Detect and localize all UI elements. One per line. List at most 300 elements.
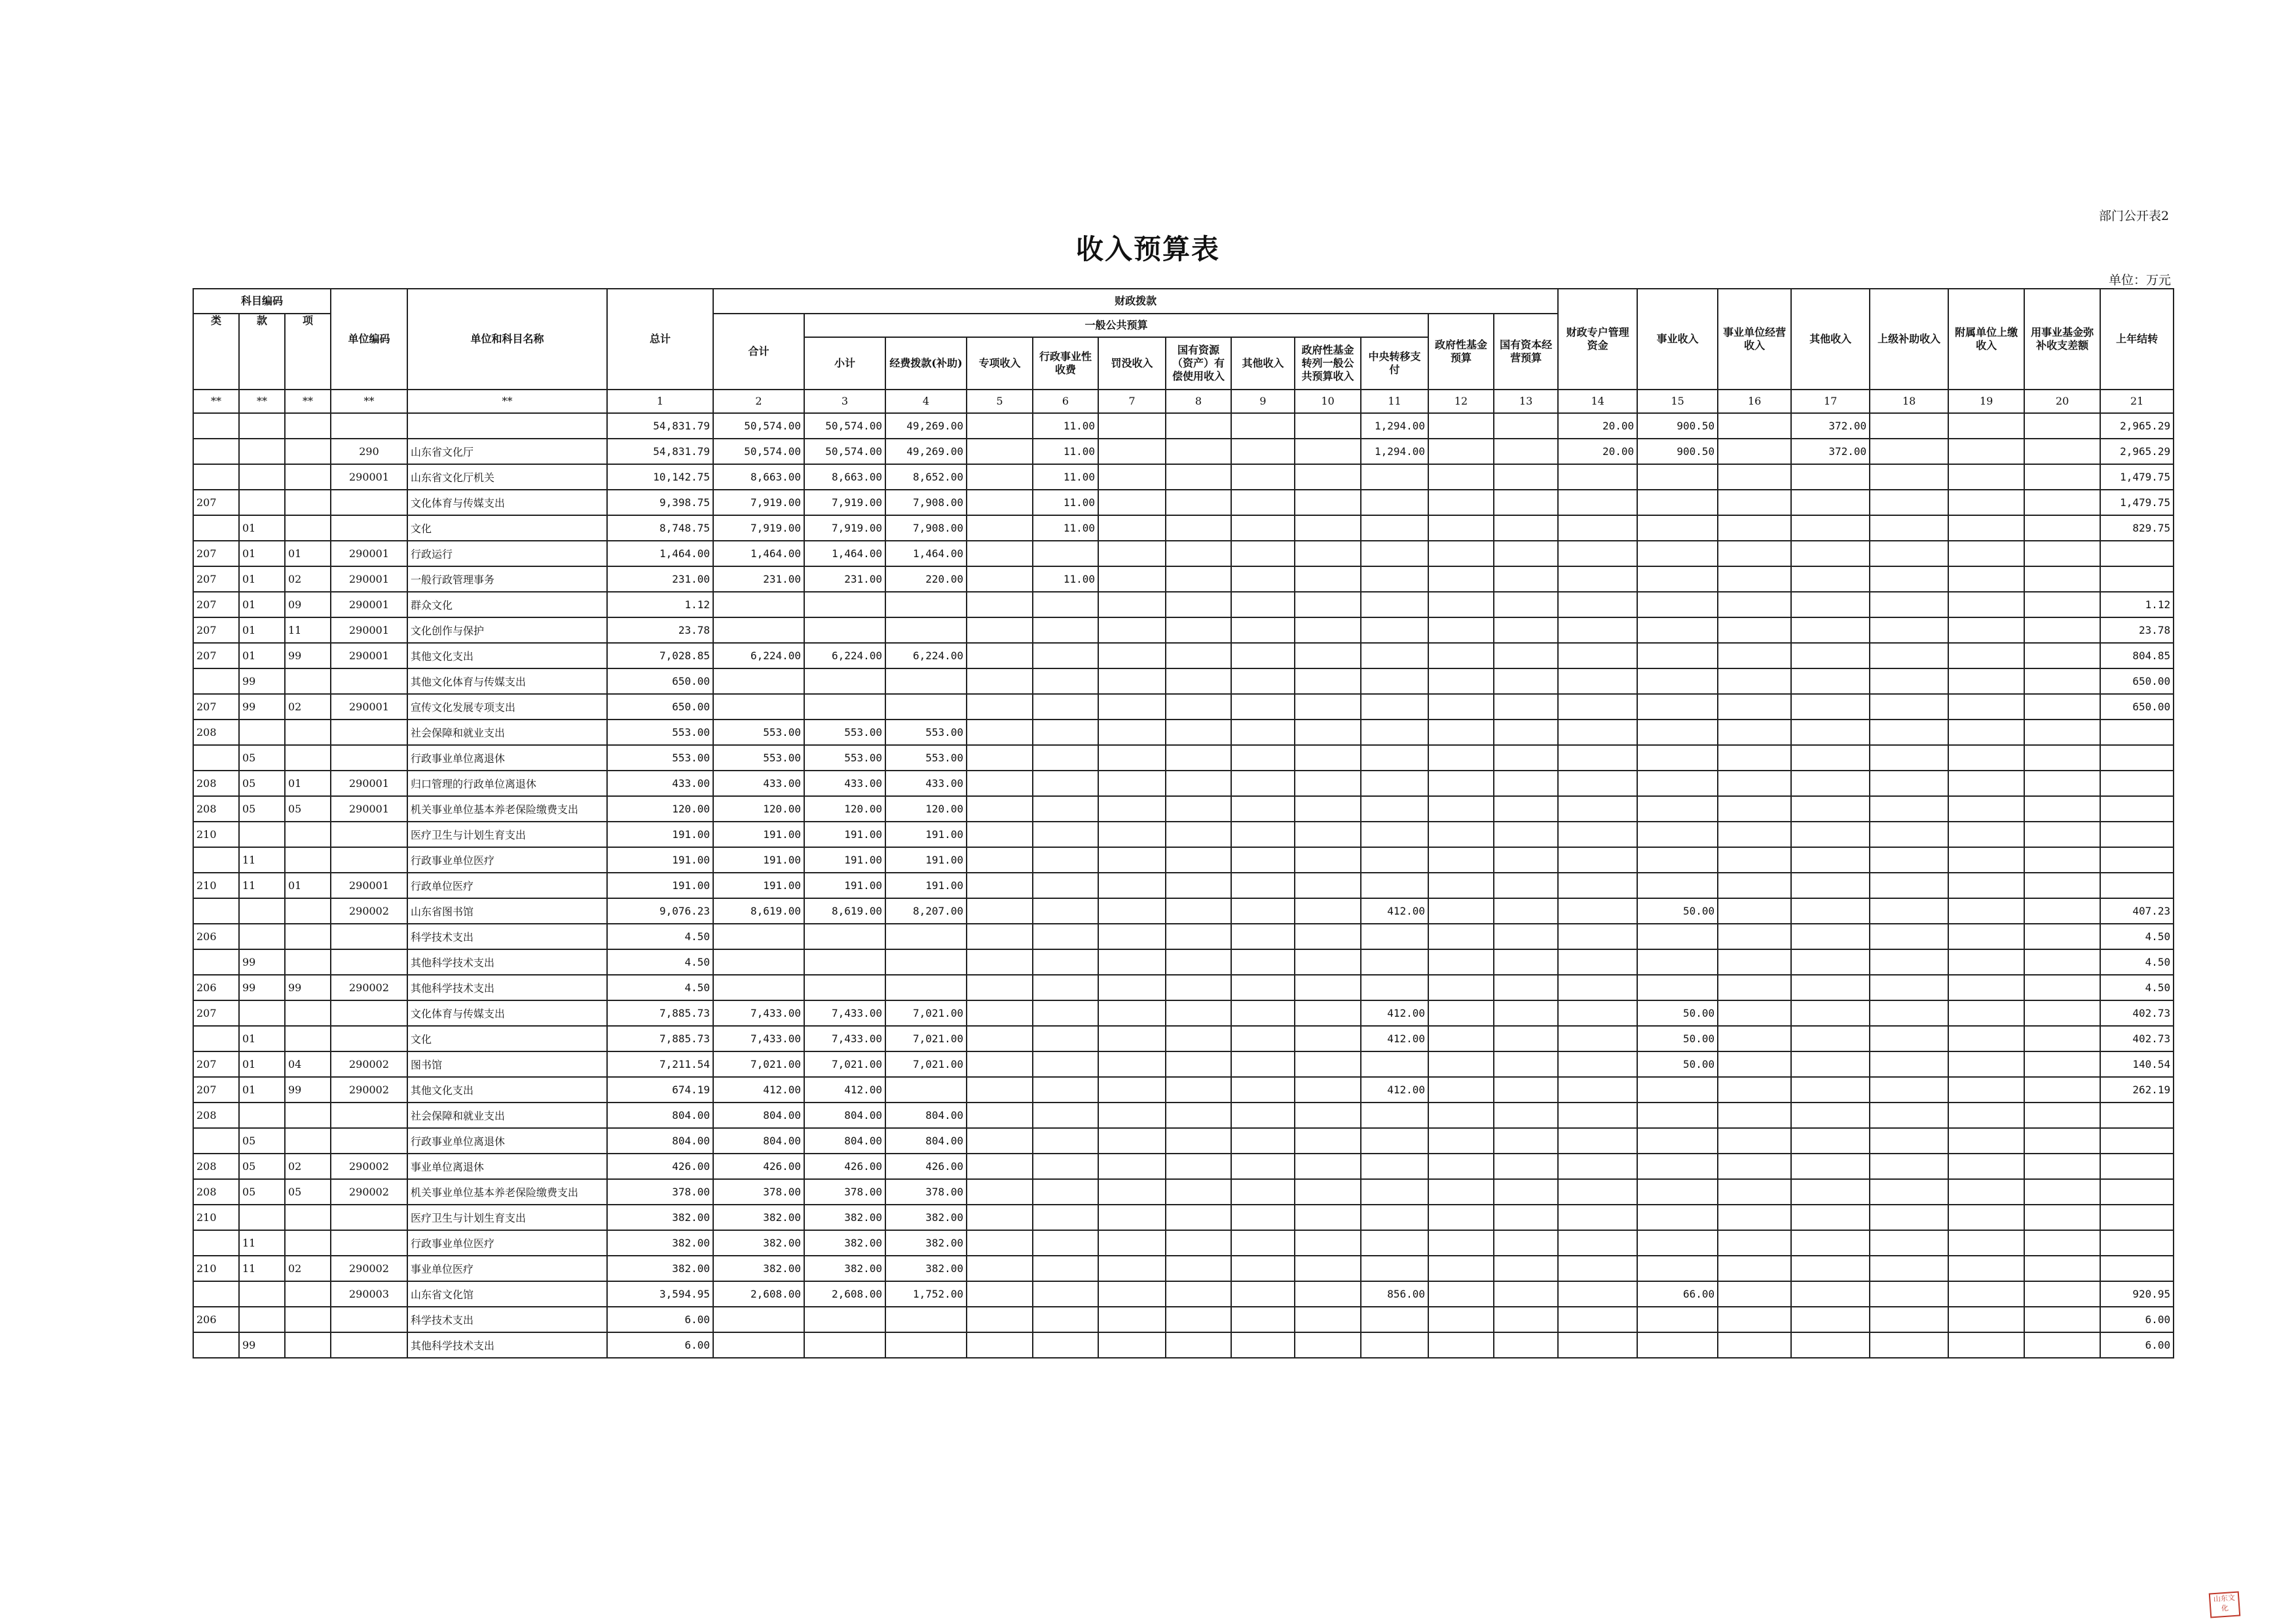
amount-cell (1231, 413, 1295, 439)
amount-cell (1494, 566, 1558, 592)
amount-cell: 412.00 (1361, 898, 1428, 924)
amount-cell: 553.00 (804, 745, 885, 771)
amount-cell: 2,608.00 (804, 1281, 885, 1307)
table-row (193, 949, 2174, 975)
kuan-cell (239, 898, 285, 924)
amount-cell (967, 694, 1033, 720)
kuan-cell: 11 (239, 1256, 285, 1281)
amount-cell: 11.00 (1033, 515, 1098, 541)
amount-cell (1948, 898, 2024, 924)
xiang-cell (285, 439, 331, 464)
amount-cell (1718, 1026, 1791, 1051)
table-row (193, 720, 2174, 745)
header-total: 总计 (607, 289, 713, 390)
amount-cell (1494, 1000, 1558, 1026)
col-number: 5 (967, 390, 1033, 413)
col-number: 11 (1361, 390, 1428, 413)
name-cell: 群众文化 (407, 592, 607, 617)
amount-cell (1166, 1103, 1231, 1128)
amount-cell (713, 668, 804, 694)
table-row (193, 1000, 2174, 1026)
amount-cell (1718, 1000, 1791, 1026)
amount-cell (1098, 1332, 1166, 1358)
amount-cell (1428, 643, 1494, 668)
amount-cell (1494, 541, 1558, 566)
amount-cell (1791, 1281, 1870, 1307)
amount-cell (1428, 1332, 1494, 1358)
xiang-cell: 05 (285, 796, 331, 822)
amount-cell (1295, 924, 1361, 949)
amount-cell (1166, 1256, 1231, 1281)
amount-cell (1428, 1000, 1494, 1026)
amount-cell (1295, 566, 1361, 592)
amount-cell (1870, 617, 1948, 643)
amount-cell (1098, 490, 1166, 515)
amount-cell (1428, 975, 1494, 1000)
xiang-cell (285, 822, 331, 847)
amount-cell: 2,965.29 (2100, 439, 2174, 464)
amount-cell (1033, 949, 1098, 975)
kuan-cell (239, 490, 285, 515)
lei-cell: 207 (193, 617, 239, 643)
amount-cell (1558, 898, 1637, 924)
unit-code-cell (331, 668, 407, 694)
xiang-cell: 02 (285, 694, 331, 720)
amount-cell (1637, 515, 1718, 541)
amount-cell (1098, 617, 1166, 643)
amount-cell: 553.00 (885, 720, 967, 745)
amount-cell (1231, 1026, 1295, 1051)
amount-cell (1791, 898, 1870, 924)
amount-cell (1870, 847, 1948, 873)
amount-cell (1033, 720, 1098, 745)
amount-cell (1558, 1179, 1637, 1205)
amount-cell (1033, 924, 1098, 949)
amount-cell: 7,433.00 (713, 1000, 804, 1026)
amount-cell (1231, 1256, 1295, 1281)
amount-cell (1428, 490, 1494, 515)
col-number: 2 (713, 390, 804, 413)
amount-cell (2024, 847, 2100, 873)
amount-cell: 191.00 (713, 822, 804, 847)
amount-cell (1718, 873, 1791, 898)
amount-cell (1558, 1026, 1637, 1051)
amount-cell (1948, 1205, 2024, 1230)
amount-cell (1637, 924, 1718, 949)
amount-cell (1558, 949, 1637, 975)
amount-cell (804, 1307, 885, 1332)
col-number: 21 (2100, 390, 2174, 413)
amount-cell: 378.00 (607, 1179, 713, 1205)
amount-cell (1361, 771, 1428, 796)
amount-cell: 8,663.00 (804, 464, 885, 490)
amount-cell: 191.00 (804, 822, 885, 847)
amount-cell (1361, 490, 1428, 515)
amount-cell (1033, 694, 1098, 720)
kuan-cell: 01 (239, 1026, 285, 1051)
table-row (193, 924, 2174, 949)
amount-cell (1718, 694, 1791, 720)
seal-stamp: 山东文化 (2209, 1591, 2241, 1618)
amount-cell: 382.00 (607, 1256, 713, 1281)
amount-cell (1098, 464, 1166, 490)
amount-cell (1098, 592, 1166, 617)
amount-cell (1295, 643, 1361, 668)
amount-cell (1718, 1051, 1791, 1077)
amount-cell (967, 413, 1033, 439)
amount-cell (1558, 1332, 1637, 1358)
amount-cell: 49,269.00 (885, 413, 967, 439)
kuan-cell (239, 720, 285, 745)
unit-code-cell (331, 1332, 407, 1358)
amount-cell (967, 1051, 1033, 1077)
amount-cell (967, 541, 1033, 566)
amount-cell (1295, 694, 1361, 720)
amount-cell (1637, 1230, 1718, 1256)
amount-cell (1166, 1154, 1231, 1179)
amount-cell: 231.00 (804, 566, 885, 592)
unit-code-cell (331, 1230, 407, 1256)
amount-cell (1295, 413, 1361, 439)
amount-cell (1033, 822, 1098, 847)
amount-cell (2100, 566, 2174, 592)
amount-cell (1948, 1230, 2024, 1256)
amount-cell: 382.00 (607, 1205, 713, 1230)
amount-cell: 382.00 (713, 1230, 804, 1256)
amount-cell (1791, 668, 1870, 694)
kuan-cell (239, 822, 285, 847)
amount-cell (1791, 796, 1870, 822)
amount-cell: 1,464.00 (885, 541, 967, 566)
amount-cell: 1,479.75 (2100, 490, 2174, 515)
col-number: 18 (1870, 390, 1948, 413)
amount-cell (1494, 490, 1558, 515)
amount-cell: 1.12 (2100, 592, 2174, 617)
amount-cell: 8,748.75 (607, 515, 713, 541)
amount-cell: 3,594.95 (607, 1281, 713, 1307)
amount-cell (2024, 796, 2100, 822)
amount-cell (1558, 643, 1637, 668)
amount-cell (1870, 924, 1948, 949)
name-cell: 归口管理的行政单位离退休 (407, 771, 607, 796)
amount-cell: 804.00 (607, 1103, 713, 1128)
amount-cell: 1,464.00 (607, 541, 713, 566)
amount-cell (1718, 592, 1791, 617)
lei-cell (193, 949, 239, 975)
amount-cell: 804.00 (713, 1128, 804, 1154)
header-xiaoji: 小计 (804, 337, 885, 390)
amount-cell (1231, 949, 1295, 975)
amount-cell (2100, 745, 2174, 771)
name-cell: 文化 (407, 1026, 607, 1051)
header-famo: 罚没收入 (1098, 337, 1166, 390)
xiang-cell: 99 (285, 975, 331, 1000)
amount-cell (1791, 464, 1870, 490)
amount-cell (1098, 643, 1166, 668)
amount-cell (1494, 1332, 1558, 1358)
unit-label: 单位：万元 (2109, 273, 2172, 287)
amount-cell (2024, 490, 2100, 515)
amount-cell: 191.00 (713, 873, 804, 898)
lei-cell: 207 (193, 1000, 239, 1026)
amount-cell (967, 566, 1033, 592)
amount-cell (1361, 975, 1428, 1000)
kuan-cell (239, 1103, 285, 1128)
xiang-cell (285, 1307, 331, 1332)
amount-cell: 6.00 (607, 1307, 713, 1332)
name-cell: 事业单位离退休 (407, 1154, 607, 1179)
amount-cell (1558, 617, 1637, 643)
amount-cell (967, 1077, 1033, 1103)
amount-cell (1098, 1103, 1166, 1128)
amount-cell (1361, 617, 1428, 643)
amount-cell (1948, 1154, 2024, 1179)
unit-code-cell: 290001 (331, 464, 407, 490)
header-shiye: 事业收入 (1637, 289, 1718, 390)
unit-code-cell (331, 413, 407, 439)
amount-cell (2024, 720, 2100, 745)
amount-cell (1361, 515, 1428, 541)
amount-cell (1231, 1000, 1295, 1026)
amount-cell (1791, 873, 1870, 898)
unit-code-cell: 290 (331, 439, 407, 464)
amount-cell: 433.00 (804, 771, 885, 796)
amount-cell (1637, 1332, 1718, 1358)
amount-cell (1494, 1281, 1558, 1307)
amount-cell (1295, 1230, 1361, 1256)
lei-cell (193, 847, 239, 873)
lei-cell (193, 439, 239, 464)
amount-cell (1166, 771, 1231, 796)
amount-cell (1948, 822, 2024, 847)
amount-cell (1361, 541, 1428, 566)
name-cell: 机关事业单位基本养老保险缴费支出 (407, 1179, 607, 1205)
amount-cell (1166, 975, 1231, 1000)
amount-cell (1558, 694, 1637, 720)
name-cell: 事业单位医疗 (407, 1256, 607, 1281)
amount-cell: 191.00 (804, 847, 885, 873)
amount-cell (2024, 924, 2100, 949)
amount-cell: 804.00 (885, 1128, 967, 1154)
amount-cell (1718, 949, 1791, 975)
amount-cell (885, 1307, 967, 1332)
table-row (193, 439, 2174, 464)
amount-cell (1870, 796, 1948, 822)
amount-cell (1361, 1230, 1428, 1256)
name-cell: 科学技术支出 (407, 924, 607, 949)
amount-cell (1231, 1332, 1295, 1358)
kuan-cell: 05 (239, 745, 285, 771)
header-zhuanxiang: 专项收入 (967, 337, 1033, 390)
unit-code-cell: 290002 (331, 1256, 407, 1281)
header-kuan: 款 (239, 314, 285, 390)
unit-code-cell (331, 745, 407, 771)
amount-cell (1870, 720, 1948, 745)
amount-cell: 1.12 (607, 592, 713, 617)
amount-cell (1791, 1205, 1870, 1230)
amount-cell (1033, 1332, 1098, 1358)
lei-cell (193, 1230, 239, 1256)
table-row (193, 1307, 2174, 1332)
amount-cell (967, 847, 1033, 873)
amount-cell: 433.00 (713, 771, 804, 796)
amount-cell (1494, 720, 1558, 745)
amount-cell (1295, 720, 1361, 745)
lei-cell (193, 515, 239, 541)
amount-cell: 412.00 (804, 1077, 885, 1103)
amount-cell (1948, 464, 2024, 490)
amount-cell (1637, 847, 1718, 873)
amount-cell: 650.00 (2100, 694, 2174, 720)
amount-cell (1231, 1205, 1295, 1230)
amount-cell (1791, 515, 1870, 541)
amount-cell (1295, 515, 1361, 541)
amount-cell (713, 1307, 804, 1332)
amount-cell: 10,142.75 (607, 464, 713, 490)
amount-cell (1718, 1281, 1791, 1307)
amount-cell (2024, 1230, 2100, 1256)
amount-cell (1295, 745, 1361, 771)
amount-cell (1637, 975, 1718, 1000)
amount-cell (1791, 1230, 1870, 1256)
amount-cell (2024, 822, 2100, 847)
amount-cell: 7,021.00 (885, 1026, 967, 1051)
amount-cell: 804.85 (2100, 643, 2174, 668)
amount-cell (967, 1205, 1033, 1230)
amount-cell: 8,207.00 (885, 898, 967, 924)
amount-cell (1718, 515, 1791, 541)
amount-cell (1428, 822, 1494, 847)
amount-cell (1637, 1154, 1718, 1179)
amount-cell: 49,269.00 (885, 439, 967, 464)
amount-cell (1791, 490, 1870, 515)
amount-cell (1494, 668, 1558, 694)
amount-cell (1166, 1332, 1231, 1358)
amount-cell (1791, 822, 1870, 847)
xiang-cell (285, 1281, 331, 1307)
amount-cell (1295, 1077, 1361, 1103)
amount-cell (1558, 745, 1637, 771)
amount-cell (1637, 822, 1718, 847)
table-row (193, 1281, 2174, 1307)
amount-cell (1637, 1307, 1718, 1332)
amount-cell: 191.00 (607, 847, 713, 873)
kuan-cell: 99 (239, 975, 285, 1000)
col-number: 7 (1098, 390, 1166, 413)
amount-cell: 829.75 (2100, 515, 2174, 541)
amount-cell (1718, 617, 1791, 643)
amount-cell (1870, 1051, 1948, 1077)
unit-code-cell: 290001 (331, 771, 407, 796)
amount-cell (1870, 1256, 1948, 1281)
amount-cell (1558, 515, 1637, 541)
amount-cell (2024, 668, 2100, 694)
col-number: 10 (1295, 390, 1361, 413)
xiang-cell: 05 (285, 1179, 331, 1205)
amount-cell: 50,574.00 (713, 413, 804, 439)
unit-code-cell: 290001 (331, 592, 407, 617)
table-row (193, 592, 2174, 617)
col-number: 15 (1637, 390, 1718, 413)
amount-cell (1558, 1051, 1637, 1077)
amount-cell (1033, 1000, 1098, 1026)
amount-cell (2024, 1026, 2100, 1051)
amount-cell (1494, 847, 1558, 873)
amount-cell (1098, 1026, 1166, 1051)
amount-cell (1870, 1230, 1948, 1256)
name-cell: 机关事业单位基本养老保险缴费支出 (407, 796, 607, 822)
unit-code-cell: 290001 (331, 796, 407, 822)
amount-cell (1558, 796, 1637, 822)
table-row (193, 847, 2174, 873)
amount-cell (2024, 1154, 2100, 1179)
amount-cell (967, 643, 1033, 668)
amount-cell: 9,398.75 (607, 490, 713, 515)
header-shangji: 上级补助收入 (1870, 289, 1948, 390)
table-row (193, 643, 2174, 668)
amount-cell (1428, 566, 1494, 592)
amount-cell (1948, 745, 2024, 771)
amount-cell (1870, 413, 1948, 439)
amount-cell (1870, 1128, 1948, 1154)
table-row (193, 898, 2174, 924)
amount-cell (1428, 898, 1494, 924)
amount-cell (1295, 822, 1361, 847)
amount-cell (713, 949, 804, 975)
amount-cell (2024, 592, 2100, 617)
amount-cell (1428, 1281, 1494, 1307)
amount-cell (1166, 873, 1231, 898)
amount-cell (1558, 720, 1637, 745)
amount-cell (1428, 847, 1494, 873)
amount-cell (1791, 1077, 1870, 1103)
unit-code-cell: 290001 (331, 566, 407, 592)
amount-cell (1166, 617, 1231, 643)
amount-cell (2024, 1128, 2100, 1154)
amount-cell (1494, 898, 1558, 924)
amount-cell: 1,752.00 (885, 1281, 967, 1307)
amount-cell: 553.00 (885, 745, 967, 771)
amount-cell (1494, 771, 1558, 796)
amount-cell (967, 720, 1033, 745)
amount-cell (1494, 1051, 1558, 1077)
amount-cell (2024, 1000, 2100, 1026)
amount-cell: 553.00 (607, 720, 713, 745)
amount-cell (1428, 1230, 1494, 1256)
kuan-cell: 01 (239, 566, 285, 592)
income-budget-table (193, 288, 2174, 1359)
amount-cell (1637, 541, 1718, 566)
amount-cell (1295, 1256, 1361, 1281)
amount-cell (885, 617, 967, 643)
amount-cell (1558, 668, 1637, 694)
amount-cell (1361, 1205, 1428, 1230)
amount-cell (1098, 515, 1166, 541)
header-yong-fund: 用事业基金弥补收支差额 (2024, 289, 2100, 390)
amount-cell (967, 617, 1033, 643)
amount-cell: 382.00 (713, 1256, 804, 1281)
kuan-cell: 11 (239, 847, 285, 873)
name-cell: 医疗卫生与计划生育支出 (407, 822, 607, 847)
amount-cell (1948, 1281, 2024, 1307)
header-lei: 类 (193, 314, 239, 390)
amount-cell: 378.00 (804, 1179, 885, 1205)
table-row (193, 1026, 2174, 1051)
amount-cell (1494, 745, 1558, 771)
amount-cell (1166, 668, 1231, 694)
amount-cell (1361, 949, 1428, 975)
unit-code-cell (331, 490, 407, 515)
